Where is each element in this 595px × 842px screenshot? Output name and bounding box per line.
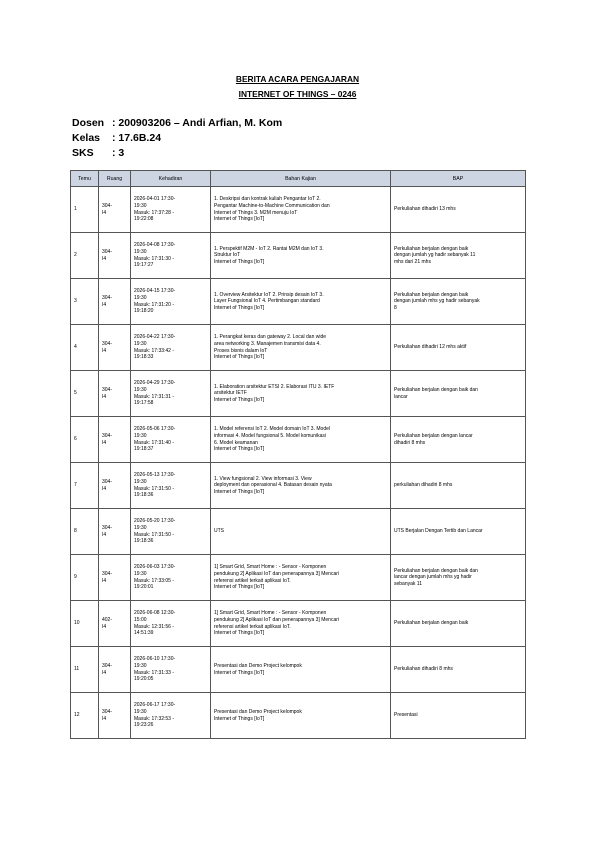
- cell-bap: Perkuliahan berjalan dengan lancar dihadiri 8 mhs: [391, 417, 526, 463]
- header-temu: Temu: [71, 171, 99, 187]
- lecturer-label: Dosen: [72, 117, 105, 129]
- cell-bahan-kajian: 1. Deskripsi dan kontrak kuliah Pengantar IoT 2. Pengantar Machine-to-Machine Communication dan Internet of Things 3. M2M menuju IoT Internet of Things [IoT]: [211, 187, 391, 233]
- cell-ruang: 304- I4: [99, 279, 131, 325]
- cell-ruang: 304- I4: [99, 463, 131, 509]
- cell-bahan-kajian: 1. Model referensi IoT 2. Model domain IoT 3. Model informasi 4. Model fungsional 5. Model komunikasi 6. Model keamanan Internet of Things [IoT]: [211, 417, 391, 463]
- table-row: [71, 371, 526, 417]
- cell-bahan-kajian: 1] Smart Grid, Smart Home : - Sensor - Komponen pendukung 2] Aplikasi IoT dan penerapannya 3] Mencari referensi artikel terkait aplikasi IoT. Internet of Things [IoT]: [211, 601, 391, 647]
- cell-kehadiran: 2026-06-08 12:30- 15:00 Masuk: 12:31:56 - 14:51:39: [131, 601, 211, 647]
- table-row: [71, 279, 526, 325]
- table-row: [71, 693, 526, 739]
- cell-bap: Perkuliahan dihadiri 8 mhs: [391, 647, 526, 693]
- cell-bahan-kajian: 1. Elaboration arsitektur ETSI 2. Elaborasi ITU 3. IETF arsitektur IETF Internet of Things [IoT]: [211, 371, 391, 417]
- cell-bahan-kajian: Presentasi dan Demo Project kelompok Internet of Things [IoT]: [211, 647, 391, 693]
- cell-temu: 5: [71, 371, 99, 417]
- cell-ruang: 304- I4: [99, 233, 131, 279]
- cell-bap: Perkuliahan dihadiri 13 mhs: [391, 187, 526, 233]
- table-row: [71, 555, 526, 601]
- cell-temu: 11: [71, 647, 99, 693]
- cell-ruang: 304- I4: [99, 555, 131, 601]
- cell-kehadiran: 2026-04-08 17:30- 19:30 Masuk: 17:31:30 - 19:17:27: [131, 233, 211, 279]
- cell-temu: 6: [71, 417, 99, 463]
- header-kehadiran: Kehadiran: [131, 171, 211, 187]
- cell-temu: 1: [71, 187, 99, 233]
- cell-kehadiran: 2026-04-22 17:30- 19:30 Masuk: 17:33:42 - 19:18:33: [131, 325, 211, 371]
- cell-bap: Perkuliahan dihadiri 12 mhs aktif: [391, 325, 526, 371]
- cell-temu: 12: [71, 693, 99, 739]
- cell-bap: Perkuliahan berjalan dengan baik dengan jumlah mhs yg hadir sebanyak 8: [391, 279, 526, 325]
- table-row: [71, 463, 526, 509]
- credits-value: : 3: [112, 147, 125, 159]
- table-row: [71, 647, 526, 693]
- cell-bahan-kajian: 1. Perspektif M2M - IoT 2. Rantai M2M dan IoT 3. Struktur IoT Internet of Things [IoT]: [211, 233, 391, 279]
- course-title: INTERNET OF THINGS – 0246: [238, 89, 357, 99]
- table-row: [71, 509, 526, 555]
- cell-temu: 4: [71, 325, 99, 371]
- table-row: [71, 417, 526, 463]
- table-row: [71, 601, 526, 647]
- cell-bahan-kajian: 1. Overview Arsitektur IoT 2. Prinsip desain IoT 3. Layer Fungsional IoT 4. Pertimbangan standard Internet of Things [IoT]: [211, 279, 391, 325]
- cell-temu: 7: [71, 463, 99, 509]
- header-bahan-kajian: Bahan Kajian: [211, 171, 391, 187]
- cell-ruang: 402- I4: [99, 601, 131, 647]
- cell-bap: Perkuliahan berjalan dengan baik: [391, 601, 526, 647]
- cell-kehadiran: 2026-04-29 17:30- 19:30 Masuk: 17:31:31 - 19:17:58: [131, 371, 211, 417]
- credits-label: SKS: [72, 147, 94, 159]
- cell-kehadiran: 2026-06-03 17:30- 19:30 Masuk: 17:33:05 - 19:20:01: [131, 555, 211, 601]
- cell-ruang: 304- I4: [99, 187, 131, 233]
- cell-kehadiran: 2026-05-20 17:30- 19:30 Masuk: 17:31:50 - 19:18:36: [131, 509, 211, 555]
- cell-bap: Perkuliahan berjalan dengan baik dengan jumlah yg hadir sebanyak 11 mhs dari 21 mhs: [391, 233, 526, 279]
- cell-ruang: 304- I4: [99, 693, 131, 739]
- cell-bahan-kajian: UTS: [211, 509, 391, 555]
- cell-temu: 9: [71, 555, 99, 601]
- class-value: : 17.6B.24: [112, 132, 162, 144]
- header-bap: BAP: [391, 171, 526, 187]
- cell-kehadiran: 2026-06-10 17:30- 19:30 Masuk: 17:31:33 - 19:20:05: [131, 647, 211, 693]
- cell-bahan-kajian: Presentasi dan Demo Project kelompok Internet of Things [IoT]: [211, 693, 391, 739]
- class-line: [72, 132, 161, 144]
- cell-temu: 10: [71, 601, 99, 647]
- credits-line: [72, 147, 124, 159]
- table-row: [71, 233, 526, 279]
- document-title: BERITA ACARA PENGAJARAN: [235, 74, 360, 84]
- cell-ruang: 304- I4: [99, 371, 131, 417]
- table-row: [71, 325, 526, 371]
- cell-ruang: 304- I4: [99, 325, 131, 371]
- cell-bap: Perkuliahan berjalan dengan baik dan lancar: [391, 371, 526, 417]
- attendance-table: [70, 170, 526, 739]
- cell-bap: perkuliahan dihadiri 8 mhs: [391, 463, 526, 509]
- cell-temu: 3: [71, 279, 99, 325]
- cell-ruang: 304- I4: [99, 647, 131, 693]
- header-ruang: Ruang: [99, 171, 131, 187]
- cell-bap: Perkuliahan berjalan dengan baik dan lancar dengan jumlah mhs yg hadir sebanyak 11: [391, 555, 526, 601]
- cell-bap: UTS Berjalan Dengan Tertib dan Lancar: [391, 509, 526, 555]
- class-label: Kelas: [72, 132, 101, 144]
- cell-bap: Presentasi: [391, 693, 526, 739]
- cell-bahan-kajian: 1. View fungsional 2. View informasi 3. View deployment dan operasional 4. Batasan desain nyata Internet of Things [IoT]: [211, 463, 391, 509]
- cell-ruang: 304- I4: [99, 417, 131, 463]
- table-row: [71, 187, 526, 233]
- lecturer-line: [72, 117, 282, 129]
- cell-kehadiran: 2026-04-15 17:30- 19:30 Masuk: 17:31:20 - 19:18:20: [131, 279, 211, 325]
- cell-ruang: 304- I4: [99, 509, 131, 555]
- cell-kehadiran: 2026-05-13 17:30- 19:30 Masuk: 17:31:50 - 19:18:36: [131, 463, 211, 509]
- cell-temu: 8: [71, 509, 99, 555]
- cell-kehadiran: 2026-06-17 17:30- 19:30 Masuk: 17:32:53 - 19:23:26: [131, 693, 211, 739]
- table-header-row: [71, 171, 526, 187]
- cell-kehadiran: 2026-04-01 17:30- 19:30 Masuk: 17:37:28 - 19:22:08: [131, 187, 211, 233]
- lecturer-value: : 200903206 – Andi Arfian, M. Kom: [112, 117, 283, 129]
- cell-bahan-kajian: 1. Perangkat keras dan gateway 2. Local dan wide area networking 3. Manajemen transmisi data 4. Proses bisnis dalam IoT Internet of Things [IoT]: [211, 325, 391, 371]
- cell-kehadiran: 2026-05-06 17:30- 19:30 Masuk: 17:31:40 - 19:18:37: [131, 417, 211, 463]
- cell-temu: 2: [71, 233, 99, 279]
- cell-bahan-kajian: 1] Smart Grid, Smart Home : - Sensor - Komponen pendukung 2] Aplikasi IoT dan penerapannya 3] Mencari referensi artikel terkait aplikasi IoT. Internet of Things [IoT]: [211, 555, 391, 601]
